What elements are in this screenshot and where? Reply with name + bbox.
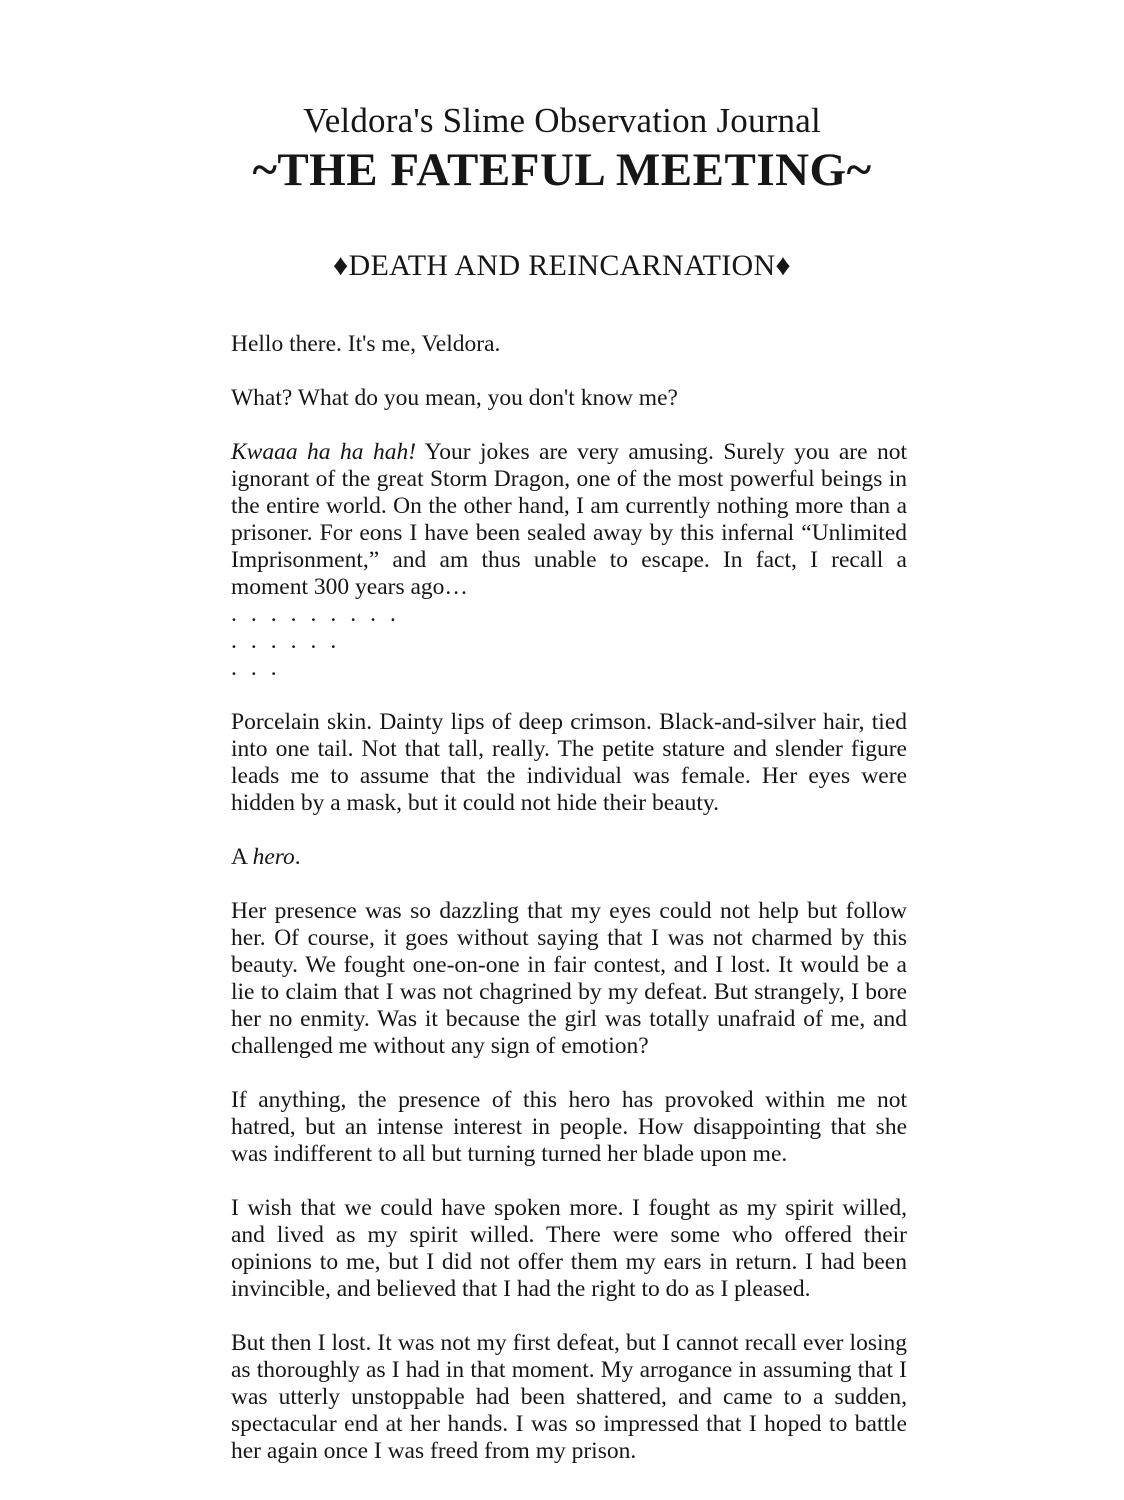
paragraph-question: What? What do you mean, you don't know me? [231,384,678,411]
paragraph-text: A [231,843,253,870]
italic-word-hero: hero [252,843,295,870]
paragraph-text: Your jokes are very amusing. Surely you are not ignorant of the great Storm Dragon, one of the most powerful beings in the entire world. On the other hand, I am currently nothing more than a prisoner. For eons I have been sealed away by this infernal “Unlimited Imprisonment,” and am thus unable to escape. In fact, I recall a moment 300 years ago… [231,438,907,600]
journal-title: Veldora's Slime Observation Journal [303,101,821,140]
paragraph-defeat: But then I lost. It was not my first defeat, but I cannot recall ever losing as thoroughly as I had in that moment. My arrogance in assuming that I was utterly unstoppable had been shattered, and came to a sudden, spectacular end at her hands. I was so impressed that I hoped to battle her again once I was freed from my prison. [231,1329,907,1464]
ellipsis-line-1: ......... [231,600,410,627]
paragraph-greeting: Hello there. It's me, Veldora. [231,330,501,357]
paragraph-storm-dragon [231,439,907,601]
ellipsis-line-2: ...... [231,627,351,654]
paragraph-description: Porcelain skin. Dainty lips of deep crimson. Black-and-silver hair, tied into one tail. Not that tall, really. The petite stature and slender figure leads me to assume that the individual was female. Her eyes were hidden by a mask, but it could not hide their beauty. [231,708,907,816]
paragraph-presence: Her presence was so dazzling that my eyes could not help but follow her. Of course, it goes without saying that I was not charmed by this beauty. We fought one-on-one in fair contest, and I lost. It would be a lie to claim that I was not chagrined by my defeat. But strangely, I bore her no enmity. Was it because the girl was totally unafraid of me, and challenged me without any sign of emotion? [231,897,907,1059]
chapter-title: ~THE FATEFUL MEETING~ [252,144,872,196]
body-text [231,331,907,1465]
paragraph-hero [231,844,907,871]
paragraph-wish: I wish that we could have spoken more. I fought as my spirit willed, and lived as my spirit willed. There were some who offered their opinions to me, but I did not offer them my ears in return. I had been invincible, and believed that I had the right to do as I pleased. [231,1194,907,1302]
chapter-title-block [0,0,1124,197]
ellipsis-lines [231,601,907,682]
paragraph-interest: If anything, the presence of this hero has provoked within me not hatred, but an intense interest in people. How disappointing that she was indifferent to all but turning turned her blade upon me. [231,1086,907,1167]
ellipsis-line-3: ... [231,654,291,681]
section-heading: ♦DEATH AND REINCARNATION♦ [332,248,792,282]
paragraph-text: . [294,843,301,870]
italic-laugh: Kwaaa ha ha hah! [231,438,417,465]
